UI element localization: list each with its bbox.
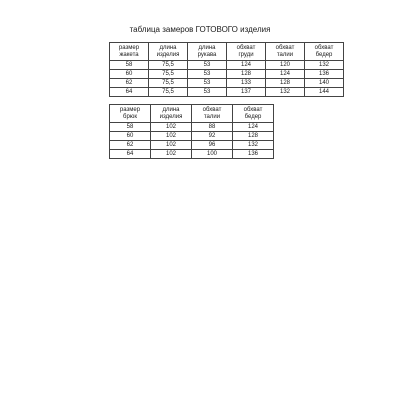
header-cell-chest: обхват груди: [227, 43, 266, 61]
table-cell: 75,5: [149, 88, 188, 97]
header-cell-size: размер брюк: [110, 105, 151, 123]
jacket-measurement-table: [109, 42, 344, 97]
table-row: [110, 79, 344, 88]
table-cell: 136: [233, 150, 274, 159]
table-cell: 132: [305, 61, 344, 70]
table-row: [110, 132, 274, 141]
table-cell: 75,5: [149, 61, 188, 70]
header-cell-sleeve: длина рукава: [188, 43, 227, 61]
table-row: [110, 141, 274, 150]
table-cell: 53: [188, 61, 227, 70]
table-cell: 128: [227, 70, 266, 79]
table-cell: 120: [266, 61, 305, 70]
table-cell: 100: [192, 150, 233, 159]
table-row: [110, 150, 274, 159]
table-cell: 136: [305, 70, 344, 79]
table-cell: 128: [233, 132, 274, 141]
table-cell: 60: [110, 132, 151, 141]
table-row: [110, 88, 344, 97]
table-cell: 144: [305, 88, 344, 97]
table-cell: 124: [227, 61, 266, 70]
table-cell: 102: [151, 132, 192, 141]
trousers-measurement-table: [109, 104, 274, 159]
header-cell-length: длина изделия: [149, 43, 188, 61]
table-cell: 140: [305, 79, 344, 88]
table-cell: 102: [151, 141, 192, 150]
table-cell: 132: [266, 88, 305, 97]
table-cell: 75,5: [149, 70, 188, 79]
table-cell: 75,5: [149, 79, 188, 88]
table-row: [110, 70, 344, 79]
table-cell: 88: [192, 123, 233, 132]
table-cell: 96: [192, 141, 233, 150]
table-cell: 124: [233, 123, 274, 132]
table-cell: 53: [188, 70, 227, 79]
table-cell: 132: [233, 141, 274, 150]
table-cell: 124: [266, 70, 305, 79]
table-cell: 53: [188, 79, 227, 88]
table-header-row: [110, 43, 344, 61]
header-cell-hips: обхват бедер: [233, 105, 274, 123]
table-row: [110, 61, 344, 70]
header-cell-waist: обхват талии: [192, 105, 233, 123]
table-cell: 64: [110, 88, 149, 97]
header-cell-hips: обхват бедер: [305, 43, 344, 61]
table-cell: 92: [192, 132, 233, 141]
table-cell: 133: [227, 79, 266, 88]
table-cell: 53: [188, 88, 227, 97]
table-cell: 60: [110, 70, 149, 79]
table-cell: 62: [110, 141, 151, 150]
page-title: таблица замеров ГОТОВОГО изделия: [129, 25, 271, 34]
table-row: [110, 123, 274, 132]
header-cell-waist: обхват талии: [266, 43, 305, 61]
table-cell: 62: [110, 79, 149, 88]
table-cell: 64: [110, 150, 151, 159]
header-cell-size: размер жакета: [110, 43, 149, 61]
header-cell-length: длина изделия: [151, 105, 192, 123]
table-header-row: [110, 105, 274, 123]
table-cell: 128: [266, 79, 305, 88]
table-cell: 58: [110, 123, 151, 132]
table-cell: 137: [227, 88, 266, 97]
table-cell: 58: [110, 61, 149, 70]
table-cell: 102: [151, 123, 192, 132]
table-cell: 102: [151, 150, 192, 159]
